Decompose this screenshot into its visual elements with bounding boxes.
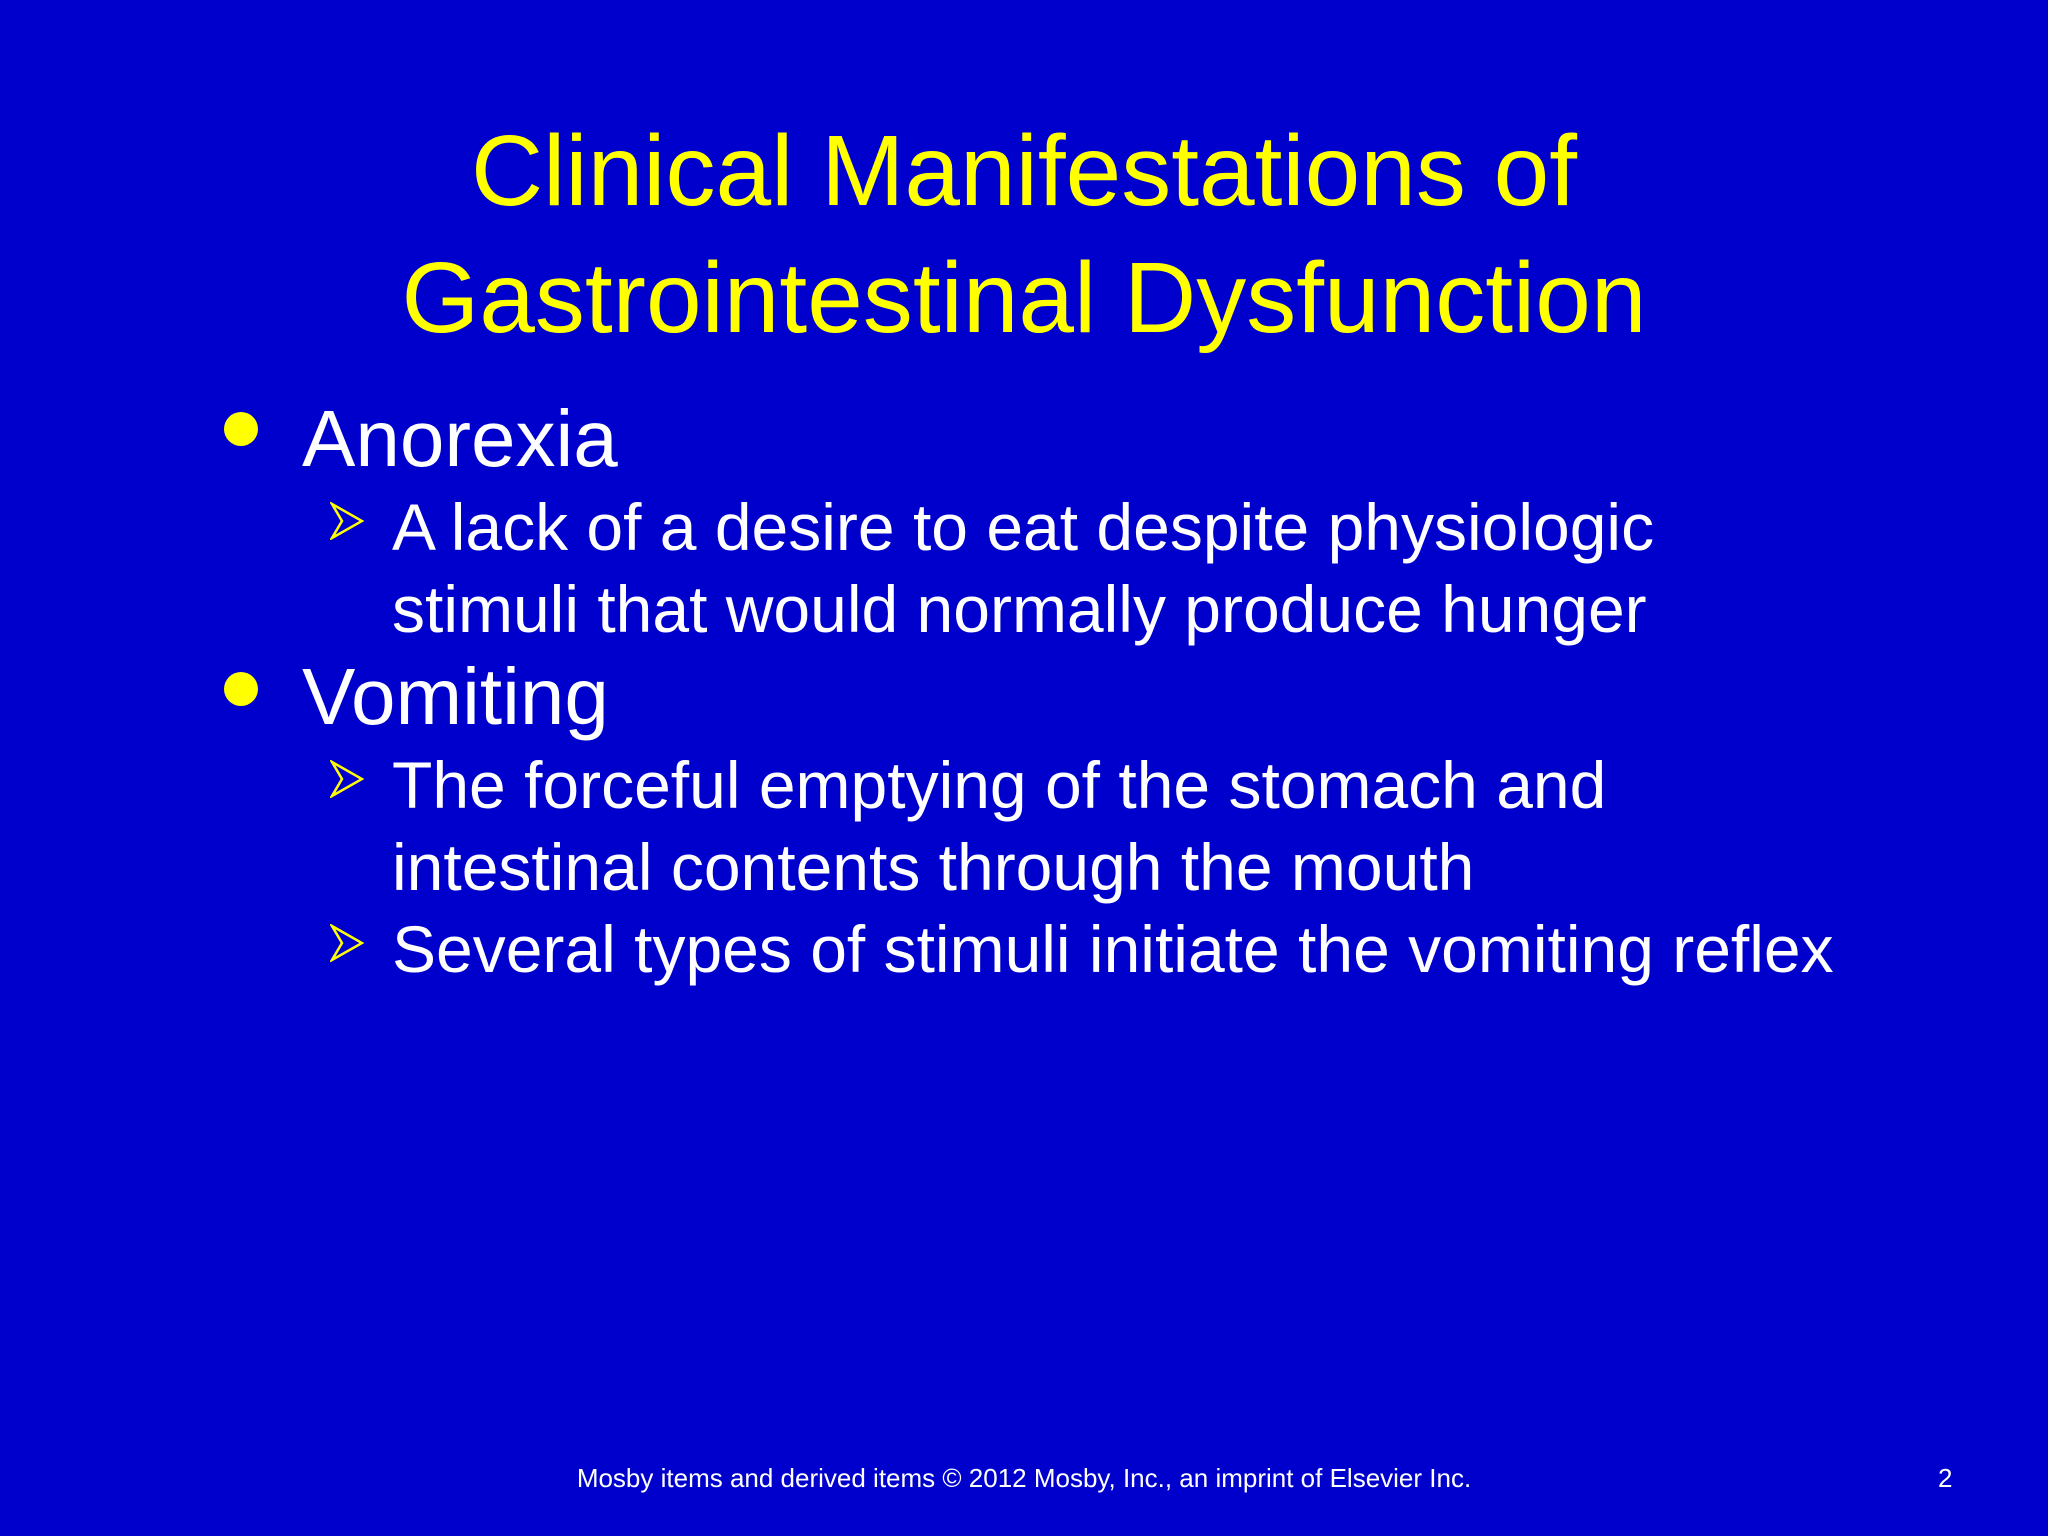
slide-footer-copyright: Mosby items and derived items © 2012 Mosby, Inc., an imprint of Elsevier Inc. — [576, 1463, 1472, 1493]
bullet-text: Vomiting — [302, 652, 609, 741]
arrowhead-right-icon — [330, 924, 364, 962]
title-line-1: Clinical Manifestations of — [470, 115, 1578, 227]
arrowhead-right-icon — [330, 502, 364, 540]
sub-bullet-text: Several types of stimuli initiate the vomiting reflex — [392, 912, 1834, 986]
bullet-dot-icon — [224, 672, 258, 706]
title-line-2: Gastrointestinal Dysfunction — [401, 242, 1647, 354]
sub-bullet-text: A lack of a desire to eat despite physiologic stimuli that would normally produce hunger — [392, 490, 1655, 646]
bullet-text: Anorexia — [302, 394, 618, 483]
sub-bullet-text: The forceful emptying of the stomach and intestinal contents through the mouth — [392, 748, 1607, 904]
arrowhead-right-icon — [330, 760, 364, 798]
slide-title — [0, 108, 2048, 362]
slide-page-number: 2 — [1938, 1463, 1953, 1493]
bullet-dot-icon — [224, 412, 258, 446]
